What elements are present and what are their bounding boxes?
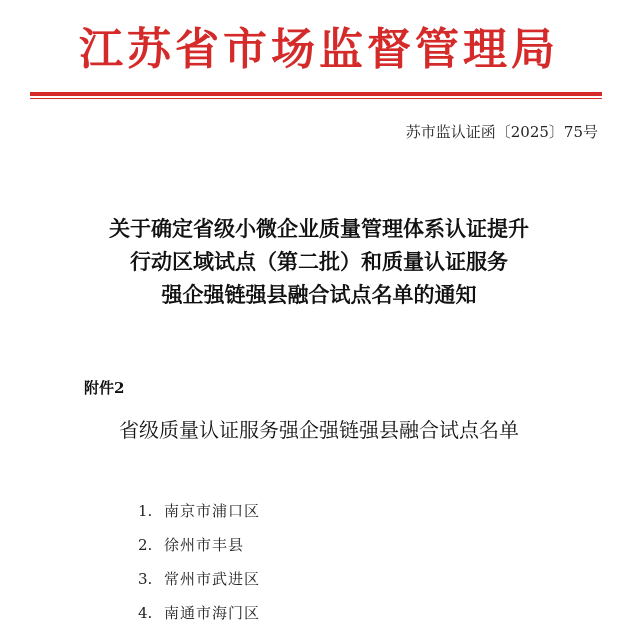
list-item-name: 南通市海门区 (164, 604, 261, 622)
notice-title-line-1: 关于确定省级小微企业质量管理体系认证提升 (109, 216, 529, 241)
red-divider-thin (30, 98, 602, 99)
list-item-name: 南京市浦口区 (164, 502, 261, 520)
list-item (138, 534, 260, 568)
list-item-number: 2. (138, 536, 153, 554)
pilot-list (138, 500, 260, 627)
list-item-number: 3. (138, 570, 153, 588)
list-item-number: 4. (138, 604, 153, 622)
document-number: 苏市监认证函〔2025〕75号 (405, 123, 598, 141)
notice-title (40, 212, 598, 311)
attachment-label: 附件2 (84, 379, 125, 397)
notice-title-line-2: 行动区域试点（第二批）和质量认证服务 (130, 249, 508, 274)
list-item-number: 1. (138, 502, 153, 520)
list-item (138, 602, 260, 627)
list-item (138, 568, 260, 602)
agency-header: 江苏省市场监督管理局 (79, 24, 559, 75)
list-item-name: 徐州市丰县 (164, 536, 245, 554)
notice-title-line-3: 强企强链强县融合试点名单的通知 (161, 282, 477, 307)
list-title: 省级质量认证服务强企强链强县融合试点名单 (119, 418, 519, 442)
list-item-name: 常州市武进区 (164, 570, 261, 588)
red-divider-thick (30, 92, 602, 96)
list-item (138, 500, 260, 534)
